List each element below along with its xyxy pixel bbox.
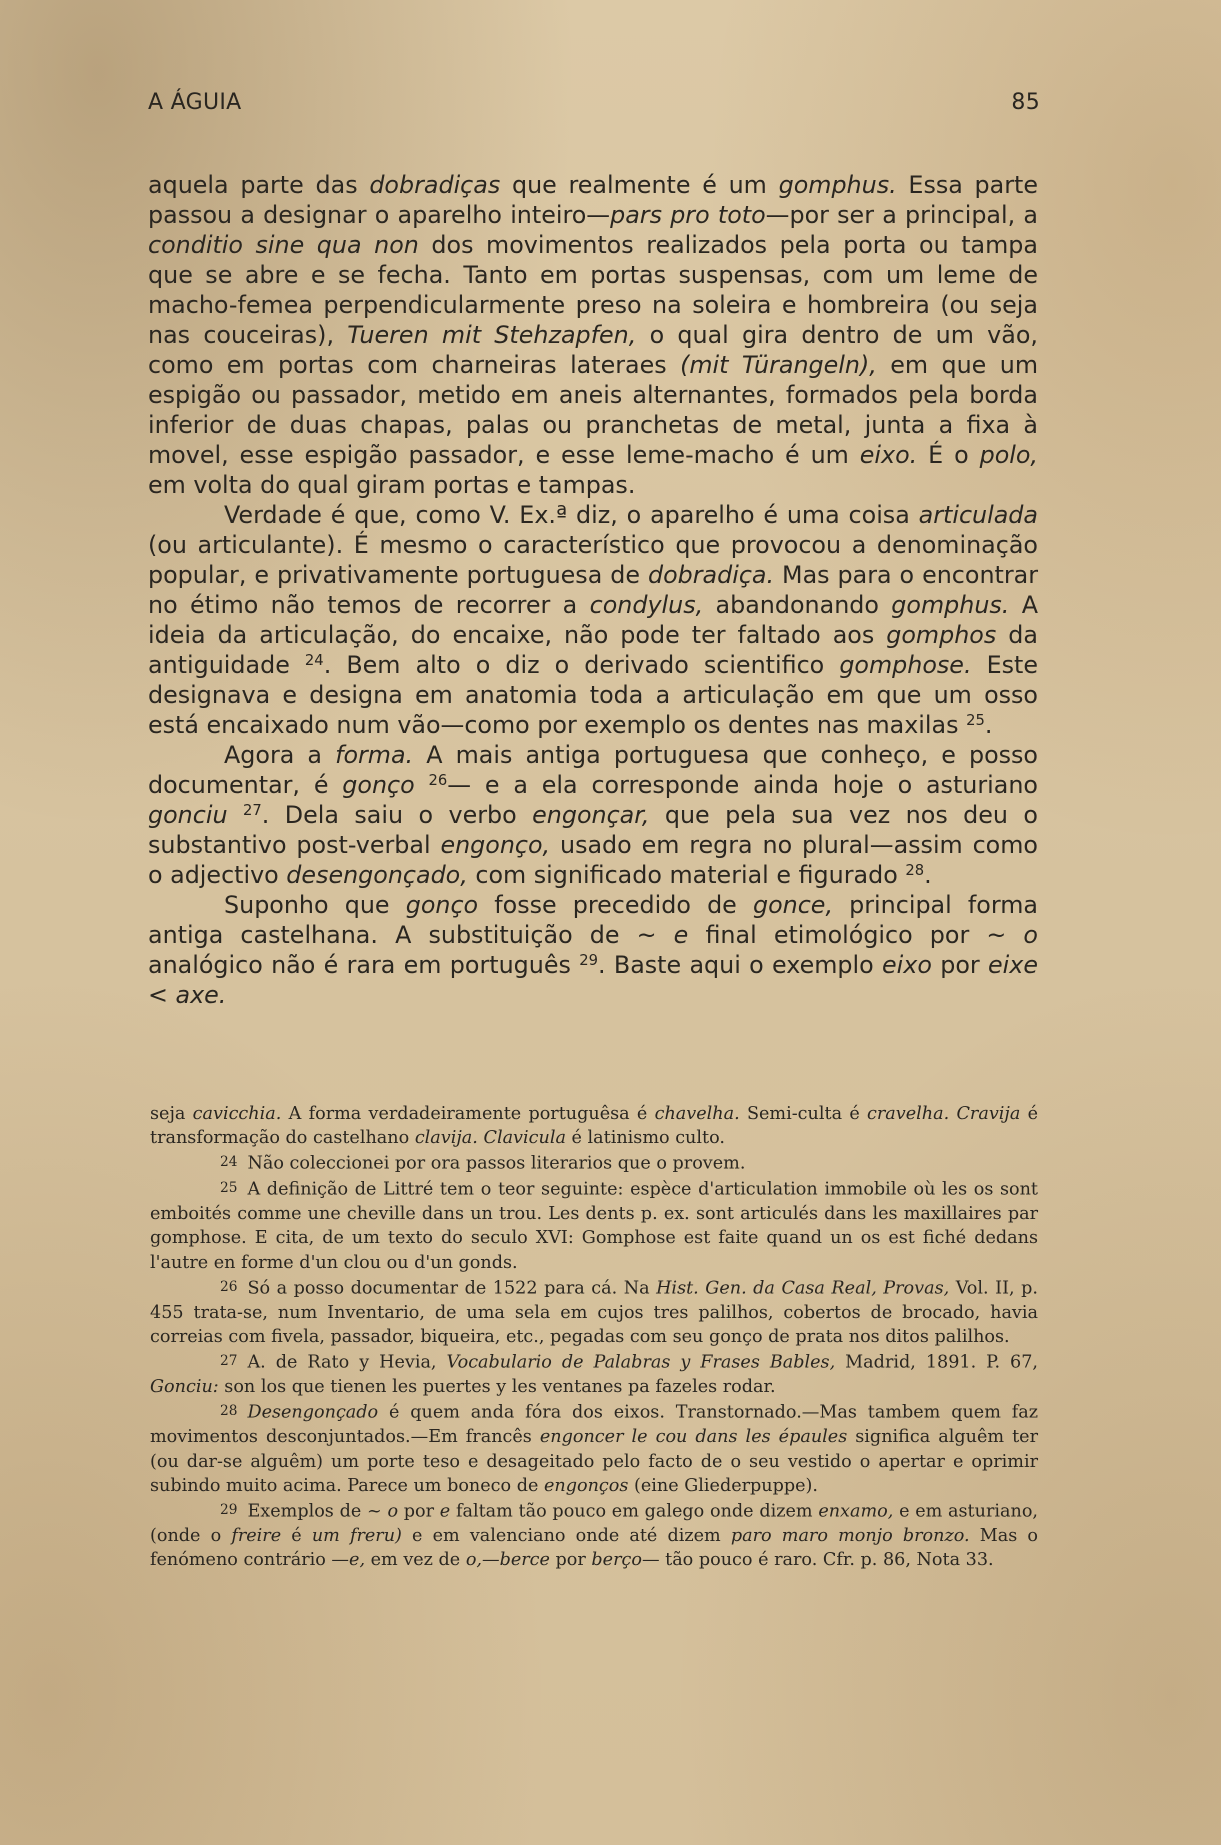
italic-term: e, bbox=[349, 1550, 366, 1571]
italic-term: gomphus. bbox=[778, 171, 897, 199]
italic-term: Hist. Gen. da Casa Real, Provas, bbox=[656, 1278, 950, 1299]
italic-term: desengonçado, bbox=[286, 861, 468, 889]
italic-term: condylus, bbox=[589, 591, 704, 619]
footnote-number: 29 bbox=[220, 1501, 238, 1518]
italic-term: cravelha. Cravija bbox=[867, 1104, 1021, 1124]
page-header bbox=[148, 90, 1040, 122]
italic-term: dobradiças bbox=[369, 171, 501, 199]
footnote-reference: 27 bbox=[242, 801, 262, 819]
footnote-text: A definição de Littré tem o teor seguinte: espèce d'articulation immobile où les os sont emboités comme une cheville dans un trou. Les dents p. ex. sont articulés dans les maxillaires par gomphose. E cita, de um texto do seculo XVI: Gomphose est faite quand un os est fiché dedans l'autre en forme d'un clou ou d'un gonds. bbox=[150, 1180, 1038, 1273]
footnote-text: Não coleccionei por ora passos literarios que o provem. bbox=[247, 1154, 746, 1175]
footnote-25 bbox=[150, 1176, 1038, 1275]
footnote-number: 28 bbox=[220, 1403, 238, 1420]
footnote-27 bbox=[150, 1349, 1038, 1399]
footnote-reference: 24 bbox=[304, 651, 324, 669]
italic-term: eixe < axe. bbox=[148, 951, 1039, 1009]
footnote-reference: 26 bbox=[428, 771, 448, 789]
italic-term: Desengonçado bbox=[247, 1403, 379, 1424]
italic-term: (mit Türangeln), bbox=[680, 351, 877, 379]
footnote-reference: 29 bbox=[579, 951, 598, 969]
page-number: 85 bbox=[1011, 90, 1040, 115]
italic-term: Tueren mit Stehzapfen, bbox=[347, 321, 637, 349]
footnote-text: Só a posso documentar de 1522 para cá. Na Hist. Gen. da Casa Real, Provas, Vol. II, p. 455 trata-se, num Inventario, de uma sela em cujos tres palilhos, cobertos de brocado, havia correias com fivela, passador, biqueira, etc., pegadas com seu gonço de prata nos ditos palilhos. bbox=[150, 1278, 1038, 1348]
italic-term: dobradiça. bbox=[647, 561, 775, 589]
italic-term: chavelha. bbox=[654, 1104, 740, 1124]
footnote-continued: seja cavicchia. A forma verdadeiramente portuguêsa é chavelha. Semi-culta é cravelha. Cravija é transformação do castelhano clavija. Clavicula é latinismo culto. bbox=[150, 1104, 1039, 1149]
italic-term: eixo. bbox=[859, 441, 918, 469]
italic-term: gonciu bbox=[148, 801, 228, 829]
italic-term: Vocabulario de Palabras y Frases Bables, bbox=[446, 1352, 836, 1373]
italic-term: e bbox=[439, 1501, 451, 1522]
italic-term: engonços bbox=[543, 1475, 629, 1496]
italic-term: enxamo, bbox=[818, 1501, 894, 1522]
footnote-28 bbox=[150, 1399, 1038, 1498]
footnote-number: 27 bbox=[220, 1353, 238, 1370]
italic-term: polo, bbox=[979, 441, 1038, 469]
italic-term: Clavicula bbox=[483, 1128, 566, 1149]
italic-term: o,—berce bbox=[465, 1550, 550, 1571]
footnote-26 bbox=[150, 1275, 1038, 1349]
italic-term: engonço, bbox=[440, 831, 551, 859]
italic-term: articulada bbox=[918, 501, 1038, 529]
italic-term: ~ e bbox=[636, 921, 689, 949]
italic-term: gomphose. bbox=[839, 651, 972, 679]
footnote-text: A. de Rato y Hevia, Vocabulario de Palabras y Frases Bables, Madrid, 1891. P. 67, Gonciu: son los que tienen les puertes y les ventanes pa fazeles rodar. bbox=[150, 1352, 1038, 1398]
footnote-number: 25 bbox=[220, 1180, 238, 1197]
italic-term: conditio sine qua non bbox=[148, 231, 419, 259]
footnote-text: Desengonçado é quem anda fóra dos eixos. Transtornado.—Mas tambem quem faz movimentos desconjuntados.—Em francês engoncer le cou dans les épaules significa alguêm ter (ou dar-se alguêm) um porte teso e desageitado pelo facto de o seu vestido o apertar e oprimir subindo muito acima. Parece um boneco de engonços (eine Gliederpuppe). bbox=[150, 1403, 1039, 1496]
paragraph: Verdade é que, como V. Ex.ª diz, o aparelho é uma coisa articulada (ou articulante). É mesmo o característico que provocou a denominação popular, e privativamente portuguesa de dobradiça. Mas para o encontrar no étimo não temos de recorrer a condylus, abandonando gomphus. A ideia da articulação, do encaixe, não pode ter faltado aos gomphos da antiguidade $^{24}$. Bem alto o diz o derivado scientifico gomphose. Este designava e designa em anatomia toda a articulação em que um osso está encaixado num vão—como por exemplo os dentes nas maxilas $^{25}$. bbox=[148, 501, 1039, 739]
italic-term: paro maro monjo bronzo. bbox=[730, 1525, 970, 1546]
italic-term: gonce, bbox=[752, 891, 834, 919]
italic-term: ~ o bbox=[366, 1501, 399, 1522]
italic-term: gomphus. bbox=[891, 591, 1010, 619]
footnote-number: 24 bbox=[220, 1154, 238, 1171]
italic-term: freire bbox=[231, 1525, 282, 1546]
italic-term: engonçar, bbox=[532, 801, 650, 829]
paragraph: Suponho que gonço fosse precedido de gonce, principal forma antiga castelhana. A substituição de ~ e final etimológico por ~ o analógico não é rara em português $^{29}$. Baste aqui o exemplo eixo por eixe < axe. bbox=[148, 891, 1039, 1009]
main-text bbox=[148, 170, 1038, 1010]
italic-term: gonço bbox=[405, 891, 479, 919]
italic-term: eixo bbox=[882, 951, 932, 979]
italic-term: ~ o bbox=[986, 921, 1038, 949]
italic-term: berço bbox=[591, 1550, 642, 1571]
italic-term: clavija. bbox=[414, 1128, 478, 1149]
footnotes bbox=[150, 1102, 1038, 1572]
footnote-reference: 28 bbox=[905, 861, 925, 879]
italic-term: forma. bbox=[335, 741, 414, 769]
running-title: A ÁGUIA bbox=[148, 90, 242, 115]
paragraph: aquela parte das dobradiças que realmente é um gomphus. Essa parte passou a designar o aparelho inteiro—pars pro toto—por ser a principal, a conditio sine qua non dos movimentos realizados pela porta ou tampa que se abre e se fecha. Tanto em portas suspensas, com um leme de macho-femea perpendicularmente preso na soleira e hombreira (ou seja nas couceiras), Tueren mit Stehzapfen, o qual gira dentro de um vão, como em portas com charneiras lateraes (mit Türangeln), em que um espigão ou passador, metido em aneis alternantes, formados pela borda inferior de duas chapas, palas ou pranchetas de metal, junta a fixa à movel, esse espigão passador, e esse leme-macho é um eixo. É o polo, em volta do qual giram portas e tampas. bbox=[148, 171, 1039, 499]
italic-term: gonço bbox=[342, 771, 415, 799]
footnote-24 bbox=[150, 1150, 1038, 1176]
footnote-text: Exemplos de ~ o por e faltam tão pouco em galego onde dizem enxamo, e em asturiano, (onde o freire é um freru) e em valenciano onde até dizem paro maro monjo bronzo. Mas o fenómeno contrário —e, em vez de o,—berce por berço— tão pouco é raro. Cfr. p. 86, Nota 33. bbox=[150, 1501, 1039, 1571]
italic-term: um freru) bbox=[311, 1525, 402, 1546]
paragraph: Agora a forma. A mais antiga portuguesa que conheço, e posso documentar, é gonço $^{26}$— e a ela corresponde ainda hoje o asturiano gonciu $^{27}$. Dela saiu o verbo engonçar, que pela sua vez nos deu o substantivo post-verbal engonço, usado em regra no plural—assim como o adjectivo desengonçado, com significado material e figurado $^{28}$. bbox=[148, 741, 1038, 889]
italic-term: engoncer le cou dans les épaules bbox=[539, 1427, 848, 1448]
footnote-number: 26 bbox=[220, 1278, 238, 1295]
italic-term: cavicchia. bbox=[192, 1104, 282, 1124]
italic-term: gomphos bbox=[886, 621, 997, 649]
footnote-29 bbox=[150, 1498, 1038, 1572]
italic-term: pars pro toto bbox=[610, 201, 766, 229]
footnote-reference: 25 bbox=[966, 711, 985, 729]
italic-term: Gonciu: bbox=[150, 1377, 219, 1398]
